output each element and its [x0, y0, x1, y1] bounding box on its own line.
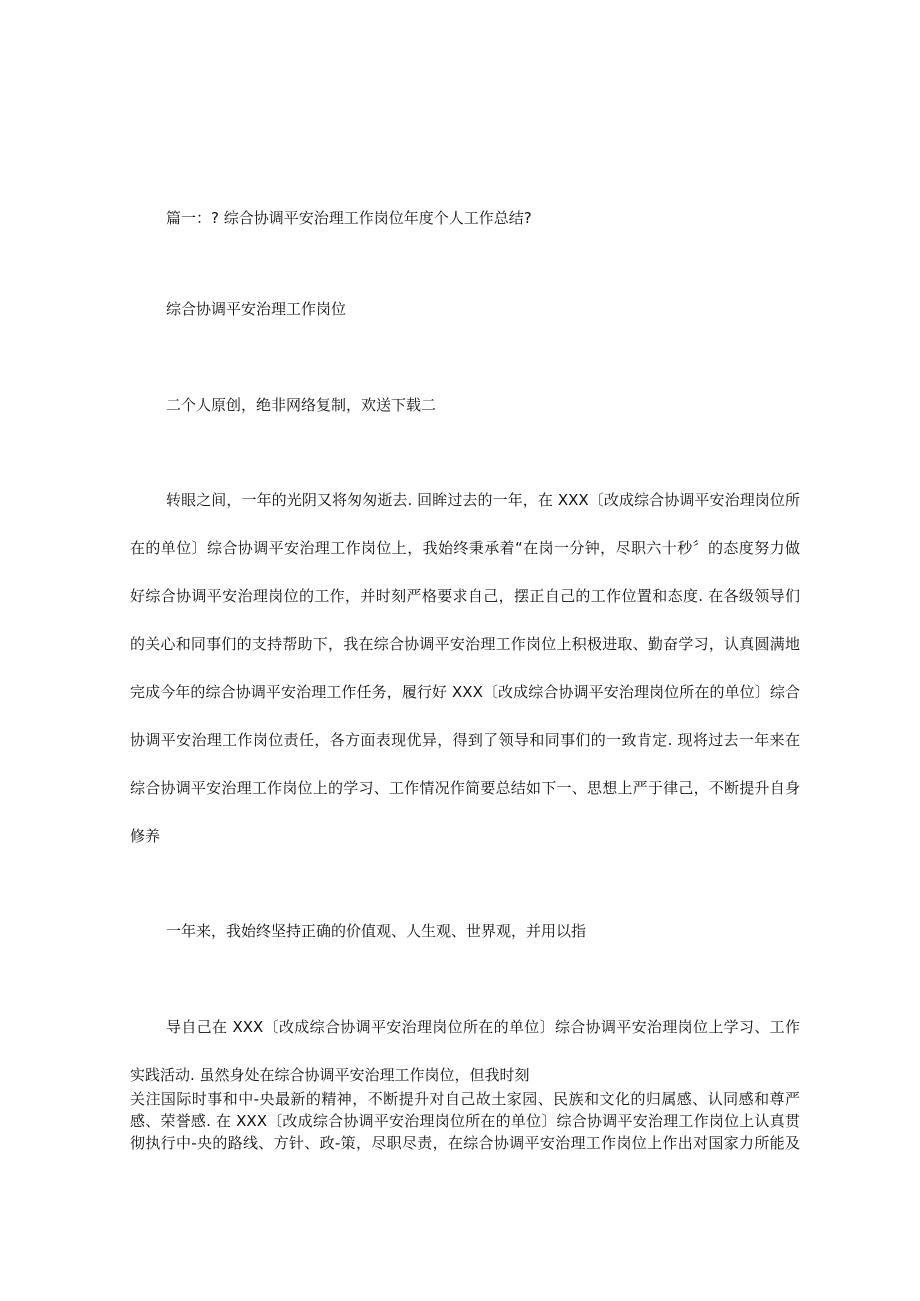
paragraph-1-line-2: 在的单位〕综合协调平安治理工作岗位上，我始终秉承着“在岗一分钟，尽职六十秒〞的态度努力做 [130, 539, 800, 557]
document-heading: 篇一：? 综合协调平安治理工作岗位年度个人工作总结? [166, 209, 532, 227]
paragraph-1-line-5: 完成今年的综合协调平安治理工作任务，履行好 XXX〔改成综合协调平安治理岗位所在的单位〕综合 [130, 683, 800, 701]
paragraph-3-line-2: 实践活动. 虽然身处在综合协调平安治理工作岗位，但我时刻 [130, 1066, 530, 1084]
paragraph-1-line-6: 协调平安治理工作岗位责任，各方面表现优异，得到了领导和同事们的一致肯定. 现将过去一年来在 [130, 731, 800, 749]
paragraph-1-line-1: 转眼之间，一年的光阴又将匆匆逝去. 回眸过去的一年，在 XXX〔改成综合协调平安治理岗位所 [166, 491, 800, 509]
paragraph-1-line-8: 修养 [130, 827, 161, 845]
paragraph-2: 一年来，我始终坚持正确的价值观、人生观、世界观，并用以指 [166, 922, 587, 940]
paragraph-4-line-1: 关注国际时事和中-央最新的精神，不断提升对自己故土家园、民族和文化的归属感、认同感和尊严 [130, 1090, 800, 1108]
document-subheading: 综合协调平安治理工作岗位 [166, 300, 347, 318]
paragraph-1-line-3: 好综合协调平安治理岗位的工作，并时刻严格要求自己，摆正自己的工作位置和态度. 在各级领导们 [130, 587, 800, 605]
paragraph-3-line-1: 导自己在 XXX〔改成综合协调平安治理岗位所在的单位〕综合协调平安治理岗位上学习、工作 [166, 1018, 800, 1036]
paragraph-4-line-2: 感、荣誉感. 在 XXX〔改成综合协调平安治理岗位所在的单位〕综合协调平安治理工作岗位上认真贯 [130, 1112, 800, 1130]
paragraph-1-line-7: 综合协调平安治理工作岗位上的学习、工作情况作简要总结如下一、思想上严于律己，不断提升自身 [130, 779, 800, 797]
paragraph-1-line-4: 的关心和同事们的支持帮助下，我在综合协调平安治理工作岗位上积极进取、勤奋学习，认真圆满地 [130, 635, 800, 653]
paragraph-4-line-3: 彻执行中-央的路线、方针、政-策，尽职尽责，在综合协调平安治理工作岗位上作出对国家力所能及 [130, 1134, 800, 1152]
original-notice: 二个人原创，绝非网络复制，欢送下载二 [166, 396, 437, 414]
